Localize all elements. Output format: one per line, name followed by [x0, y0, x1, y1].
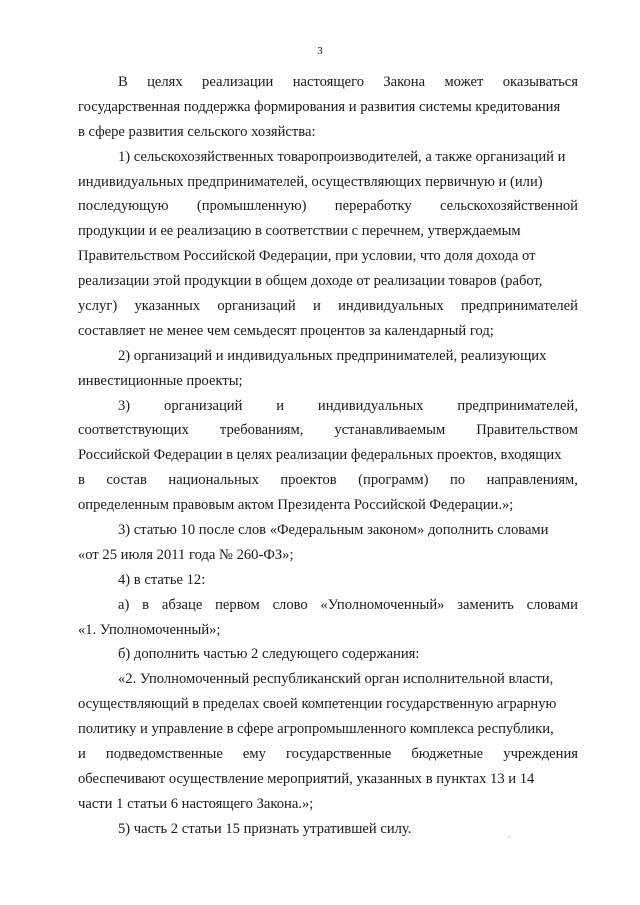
sub-a-line-2: «1. Уполномоченный»; [78, 621, 221, 638]
item3-line-4 [78, 468, 578, 493]
item3-line-3: Российской Федерации в целях реализации федеральных проектов, входящих [78, 447, 562, 464]
word: организаций [164, 397, 243, 414]
word: оказываться [502, 74, 578, 90]
item1-line-6: реализации этой продукции в общем доходе от реализации товаров (работ, [78, 273, 543, 290]
word: предпринимателей, [457, 397, 578, 414]
item3-line-5: определенным правовым актом Президента Российской Федерации.»; [78, 497, 514, 514]
word: настоящего [292, 74, 365, 90]
point5-line-1: 5) часть 2 статьи 15 признать утратившей силу. [118, 820, 412, 837]
point-5 [78, 817, 578, 842]
word: требованиям, [219, 422, 304, 439]
word: организаций [217, 298, 296, 315]
word: и [276, 397, 285, 414]
word: указанных [134, 298, 201, 315]
point3-line-1: 3) статью 10 после слов «Федеральным законом» дополнить словами [118, 522, 549, 539]
word: государственные [286, 746, 392, 763]
word: и [78, 746, 86, 763]
word: соответствующих [78, 422, 189, 439]
word: заменить [457, 596, 514, 613]
word: состав [106, 472, 147, 489]
word: а) [118, 596, 130, 613]
part2-line-5: обеспечивают осуществление мероприятий, указанных в пунктах 13 и 14 [78, 770, 535, 787]
item1-line-1: 1) сельскохозяйственных товаропроизводителей, а также организаций и [118, 148, 566, 165]
word: в [78, 472, 85, 489]
word: проектов [280, 472, 337, 489]
word: предпринимателей [460, 298, 578, 315]
word: подведомственные [105, 746, 223, 763]
word: реализации [202, 74, 274, 90]
word: устанавливаемым [334, 422, 446, 439]
item2-line-1: 2) организаций и индивидуальных предпринимателей, реализующих [118, 347, 547, 364]
word: может [444, 74, 484, 90]
point4-line-1: 4) в статье 12: [118, 571, 206, 588]
list-item-2 [78, 344, 578, 394]
intro-line-2: государственная поддержка формирования и развития системы кредитования [78, 98, 561, 115]
word: абзаце [161, 596, 203, 613]
word: ему [242, 746, 266, 763]
part2-line-3: политику и управление в сфере агропромышленного комплекса республики, [78, 721, 554, 738]
list-item-3 [78, 394, 578, 518]
part2-line-4 [78, 742, 578, 767]
part2-line-6: части 1 статьи 6 настоящего Закона.»; [78, 795, 314, 812]
intro-line-3: в сфере развития сельского хозяйства: [78, 123, 316, 140]
point-3 [78, 518, 578, 568]
word: 3) [118, 397, 131, 414]
subpoint-a [78, 593, 578, 643]
part-2-text [78, 667, 578, 816]
word: индивидуальных [317, 397, 424, 414]
word: бюджетные [411, 746, 484, 763]
item3-line-1 [78, 394, 578, 419]
word: переработку [334, 198, 412, 215]
list-item-1 [78, 145, 578, 344]
word: сельскохозяйственной [439, 198, 578, 215]
part2-line-1: «2. Уполномоченный республиканский орган исполнительной власти, [118, 671, 554, 688]
item1-line-4: продукции и ее реализацию в соответствии с перечнем, утверждаемым [78, 223, 521, 240]
item1-line-8: составляет не менее чем семьдесят процентов за календарный год; [78, 322, 494, 339]
word: национальных [168, 472, 259, 489]
word: в [142, 596, 150, 613]
word: услуг) [78, 298, 118, 315]
item1-line-3 [78, 194, 578, 219]
word: слово [272, 596, 308, 613]
word: и [313, 298, 321, 315]
word: целях [147, 74, 183, 90]
word: учреждения [503, 746, 578, 763]
subpoint-b [78, 642, 578, 667]
word: Закона [383, 74, 426, 90]
word: направлениям, [486, 472, 578, 489]
page-number: 3 [317, 45, 323, 57]
word: Правительством [476, 422, 578, 439]
point-4 [78, 568, 578, 593]
item2-line-2: инвестиционные проекты; [78, 372, 243, 389]
item1-line-7 [78, 294, 578, 319]
word: В [118, 74, 128, 90]
scan-speck [508, 836, 510, 838]
word: (промышленную) [196, 198, 307, 215]
word: индивидуальных [338, 298, 444, 315]
item1-line-2: индивидуальных предпринимателей, осуществляющих первичную и (или) [78, 173, 543, 190]
word: словами [526, 596, 578, 613]
word: последующую [78, 198, 169, 215]
word: первом [215, 596, 260, 613]
document-body [78, 70, 578, 842]
word: (программ) [358, 472, 429, 489]
item1-line-5: Правительством Российской Федерации, при условии, что доля дохода от [78, 248, 536, 265]
word: по [449, 472, 466, 489]
part2-line-2: осуществляющий в пределах своей компетенции государственную аграрную [78, 696, 557, 713]
intro-line-1 [78, 70, 578, 95]
intro-paragraph [78, 70, 578, 145]
word: «Уполномоченный» [320, 596, 445, 613]
item3-line-2 [78, 418, 578, 443]
sub-a-line-1 [78, 593, 578, 618]
sub-b-line-1: б) дополнить частью 2 следующего содержания: [118, 646, 420, 663]
point3-line-2: «от 25 июля 2011 года № 260-ФЗ»; [78, 546, 294, 563]
